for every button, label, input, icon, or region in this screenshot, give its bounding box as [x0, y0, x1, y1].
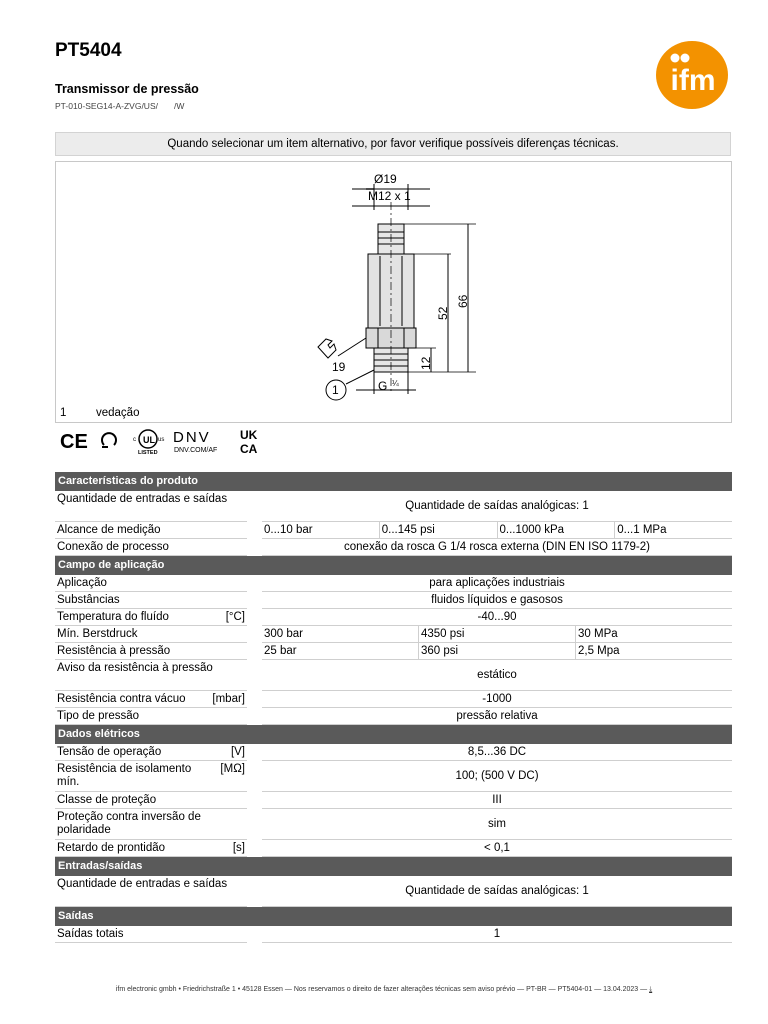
- dnv-mark: DNV: [173, 429, 211, 446]
- spec-label-cell: [55, 643, 247, 660]
- spec-row: [55, 609, 732, 626]
- spec-unit: [mbar]: [212, 693, 245, 705]
- spec-label-cell: [55, 609, 247, 626]
- spec-value: estático: [262, 660, 732, 691]
- spec-label: Aviso da resistência à pressão: [57, 662, 213, 674]
- spec-label: Aplicação: [57, 577, 107, 589]
- section-header: Campo de aplicação: [55, 556, 732, 575]
- spec-value-cell: 25 bar: [262, 643, 418, 660]
- spec-value-group: [262, 522, 732, 539]
- download-icon[interactable]: ⤓: [649, 986, 653, 993]
- spec-row: [55, 926, 732, 943]
- section-header: Características do produto: [55, 472, 732, 491]
- spec-row: [55, 792, 732, 809]
- spec-value-cell: 0...145 psi: [379, 522, 497, 539]
- spec-row: [55, 708, 732, 725]
- spec-label: Quantidade de entradas e saídas: [57, 878, 228, 890]
- callout-number: 1: [332, 383, 339, 397]
- dimension-drawing: [56, 162, 731, 422]
- spec-unit: [V]: [230, 746, 245, 758]
- spec-label-cell: [55, 792, 247, 809]
- spec-row: [55, 592, 732, 609]
- legend-text: vedação: [96, 407, 140, 419]
- spec-label-cell: [55, 575, 247, 592]
- spec-unit: [MΩ]: [220, 763, 245, 775]
- spec-row: [55, 575, 732, 592]
- technical-drawing-box: [55, 161, 732, 423]
- svg-text:c: c: [133, 437, 136, 443]
- spec-value: sim: [262, 809, 732, 840]
- dim-thread: M12 x 1: [368, 189, 411, 203]
- spec-row: [55, 522, 732, 539]
- thread-fraction: ¼: [392, 379, 399, 388]
- spec-value: -1000: [262, 691, 732, 708]
- spec-value-group: [262, 643, 732, 660]
- spec-row: [55, 626, 732, 643]
- spec-value-cell: 2,5 Mpa: [575, 643, 732, 660]
- spec-value: 100; (500 V DC): [262, 761, 732, 792]
- spec-unit: [°C]: [225, 611, 245, 623]
- spec-label-cell: [55, 660, 247, 691]
- svg-text:UL: UL: [143, 435, 155, 445]
- spec-label-cell: [55, 626, 247, 643]
- dim-diameter: Ø19: [374, 172, 397, 186]
- spec-label: Alcance de medição: [57, 524, 161, 536]
- dim-52: 52: [436, 306, 450, 320]
- spec-value-cell: 0...1 MPa: [614, 522, 732, 539]
- svg-text:us: us: [158, 437, 165, 443]
- product-subtitle: Transmissor de pressão: [55, 82, 199, 96]
- spec-label: Retardo de prontidão: [57, 842, 166, 854]
- certification-marks: [58, 427, 278, 455]
- ifm-logo: [655, 40, 729, 110]
- section-header: Saídas: [55, 907, 732, 926]
- spec-value-cell: 360 psi: [418, 643, 575, 660]
- spec-label-cell: [55, 840, 247, 857]
- spec-label-cell: [55, 491, 247, 522]
- spec-label: Temperatura do fluído: [57, 611, 169, 623]
- spec-label: Mín. Berstdruck: [57, 628, 138, 640]
- spec-label: Conexão de processo: [57, 541, 169, 553]
- spec-value: -40...90: [262, 609, 732, 626]
- spec-label-cell: [55, 761, 247, 792]
- spec-value-cell: 30 MPa: [575, 626, 732, 643]
- spec-label: Classe de proteção: [57, 794, 157, 806]
- spec-row: [55, 691, 732, 708]
- spec-label-cell: [55, 539, 247, 556]
- spec-value: para aplicações industriais: [262, 575, 732, 592]
- spec-label-cell: [55, 708, 247, 725]
- spec-label: Resistência contra vácuo: [57, 693, 186, 705]
- spec-value: < 0,1: [262, 840, 732, 857]
- spec-label: Resistência de isolamento mín.: [57, 763, 192, 788]
- product-code: [55, 101, 184, 111]
- spec-row: [55, 643, 732, 660]
- thread-label: G: [378, 379, 388, 393]
- spec-label: Quantidade de entradas e saídas: [57, 493, 228, 505]
- spec-label-cell: [55, 522, 247, 539]
- logo-text: ifm: [670, 64, 716, 97]
- spec-value: 8,5...36 DC: [262, 744, 732, 761]
- page-footer: [0, 986, 768, 994]
- spec-value-cell: 300 bar: [262, 626, 418, 643]
- spec-value-group: [262, 626, 732, 643]
- spec-row: [55, 491, 732, 522]
- alternative-item-notice: Quando selecionar um item alternativo, por favor verifique possíveis diferenças técnicas.: [55, 132, 731, 156]
- spec-value: III: [262, 792, 732, 809]
- spec-label: Tipo de pressão: [57, 710, 140, 722]
- spec-label-cell: [55, 691, 247, 708]
- section-header: Entradas/saídas: [55, 857, 732, 876]
- ukca-mark-top: UK: [240, 428, 258, 442]
- spec-row: [55, 809, 732, 840]
- spec-label: Substâncias: [57, 594, 120, 606]
- spec-label: Saídas totais: [57, 928, 124, 940]
- spec-value: pressão relativa: [262, 708, 732, 725]
- spec-label-cell: [55, 809, 247, 840]
- legend-number: 1: [60, 407, 67, 419]
- spec-row: [55, 539, 732, 556]
- spec-label-cell: [55, 592, 247, 609]
- svg-text:LISTED: LISTED: [138, 450, 158, 455]
- recycling-mark-icon: [102, 433, 116, 447]
- spec-row: [55, 744, 732, 761]
- spec-label-cell: [55, 926, 247, 943]
- dnv-url: DNV.COM/AF: [174, 447, 218, 454]
- spec-label: Tensão de operação: [57, 746, 162, 758]
- spec-value: Quantidade de saídas analógicas: 1: [262, 491, 732, 522]
- dim-66: 66: [456, 294, 470, 308]
- spec-row: [55, 876, 732, 907]
- spec-row: [55, 761, 732, 792]
- spec-label-cell: [55, 744, 247, 761]
- spec-row: [55, 660, 732, 691]
- product-code-right: /W: [173, 101, 185, 111]
- product-title: PT5404: [55, 40, 122, 61]
- spec-value: fluidos líquidos e gasosos: [262, 592, 732, 609]
- section-header: Dados elétricos: [55, 725, 732, 744]
- ul-listed-mark: [133, 430, 164, 455]
- spec-value: conexão da rosca G 1/4 rosca externa (DIN EN ISO 1179-2): [262, 539, 732, 556]
- spec-unit: [s]: [232, 842, 245, 854]
- footer-text: ifm electronic gmbh • Friedrichstraße 1 • 45128 Essen — Nos reservamos o direito de fazer alterações técnicas sem aviso prévio — PT-BR — PT5404-01 — 13.04.2023 —: [115, 986, 648, 993]
- product-code-left: PT-010-SEG14-A-ZVG/US/: [55, 101, 158, 111]
- spec-label: Resistência à pressão: [57, 645, 171, 657]
- spec-label-cell: [55, 876, 247, 907]
- spec-value-cell: 4350 psi: [418, 626, 575, 643]
- ce-mark: CE: [60, 431, 88, 453]
- dim-12: 12: [419, 356, 433, 370]
- spec-value-cell: 0...10 bar: [262, 522, 379, 539]
- ukca-mark-bottom: CA: [240, 442, 258, 455]
- specifications-table: [55, 472, 732, 943]
- spec-value: 1: [262, 926, 732, 943]
- spec-row: [55, 840, 732, 857]
- spec-value-cell: 0...1000 kPa: [497, 522, 615, 539]
- spec-value: Quantidade de saídas analógicas: 1: [262, 876, 732, 907]
- dim-wrench: 19: [332, 360, 346, 374]
- spec-label: Proteção contra inversão de polaridade: [57, 811, 201, 836]
